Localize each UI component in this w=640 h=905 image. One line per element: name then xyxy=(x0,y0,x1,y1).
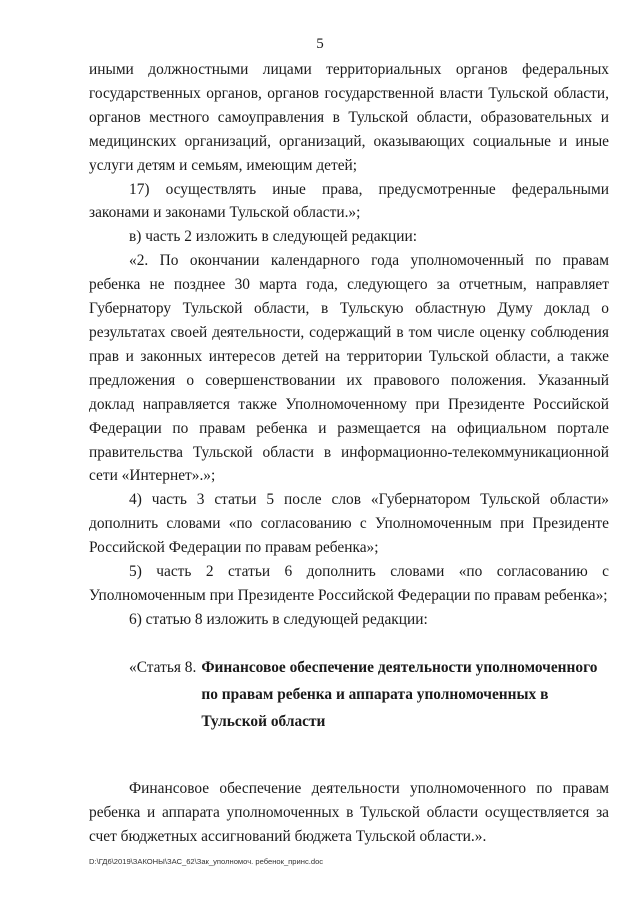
paragraph-item-4: 4) часть 3 статьи 5 после слов «Губернатором Тульской области» дополнить словами «по согласованию с Уполномоченным при Президенте Российской Федерации по правам ребенка»; xyxy=(89,491,609,557)
paragraph-article-8-text: Финансовое обеспечение деятельности уполномоченного по правам ребенка и аппарата уполномоченных в Тульской области осуществляется за счет бюджетных ассигнований бюджета Тульской области.». xyxy=(89,779,609,845)
article-title: Финансовое обеспечение деятельности уполномоченного по правам ребенка и аппарата уполномоченных в Тульской области xyxy=(201,658,598,730)
paragraph-continuation: иными должностными лицами территориальных органов федеральных государственных органов, органов государственной власти Тульской области, органов местного самоуправления в Тульской области, образовательных и медицинских организаций, организаций, оказывающих социальные и иные услуги детям и семьям, имеющим детей; xyxy=(89,61,609,174)
spacer xyxy=(89,735,609,777)
paragraph-item-17: 17) осуществлять иные права, предусмотренные федеральными законами и законами Тульской области.»; xyxy=(89,180,609,222)
paragraph-part-2-text: «2. По окончании календарного года уполномоченный по правам ребенка не позднее 30 марта года, следующего за отчетным, направляет Губернатору Тульской области, в Тульскую областную Думу доклад о результатах своей деятельности, содержащий в том числе оценку соблюдения прав и законных интересов детей на территории Тульской области, а также предложения о совершенствовании их правового положения. Указанный доклад направляется также Уполномоченному при Президенте Российской Федерации по правам ребенка и размещается на официальном портале правительства Тульской области в информационно-телекоммуникационной сети «Интернет».»; xyxy=(89,252,609,485)
footer-file-path: D:\ГД6\2019\ЗАКОНЫ\ЗАС_62\Зак_уполномоч. ребенок_принс.doc xyxy=(89,857,324,866)
paragraph-part-2-instruction: в) часть 2 изложить в следующей редакции: xyxy=(129,228,418,246)
page-number: 5 xyxy=(316,36,324,52)
document-body xyxy=(89,58,609,848)
paragraph-item-6: 6) статью 8 изложить в следующей редакции: xyxy=(129,610,428,628)
article-heading xyxy=(89,656,609,735)
spacer xyxy=(89,632,609,656)
paragraph-item-5: 5) часть 2 статьи 6 дополнить словами «по согласованию с Уполномоченным при Президенте Российской Федерации по правам ребенка»; xyxy=(89,563,609,604)
article-number: «Статья 8. xyxy=(129,658,197,676)
